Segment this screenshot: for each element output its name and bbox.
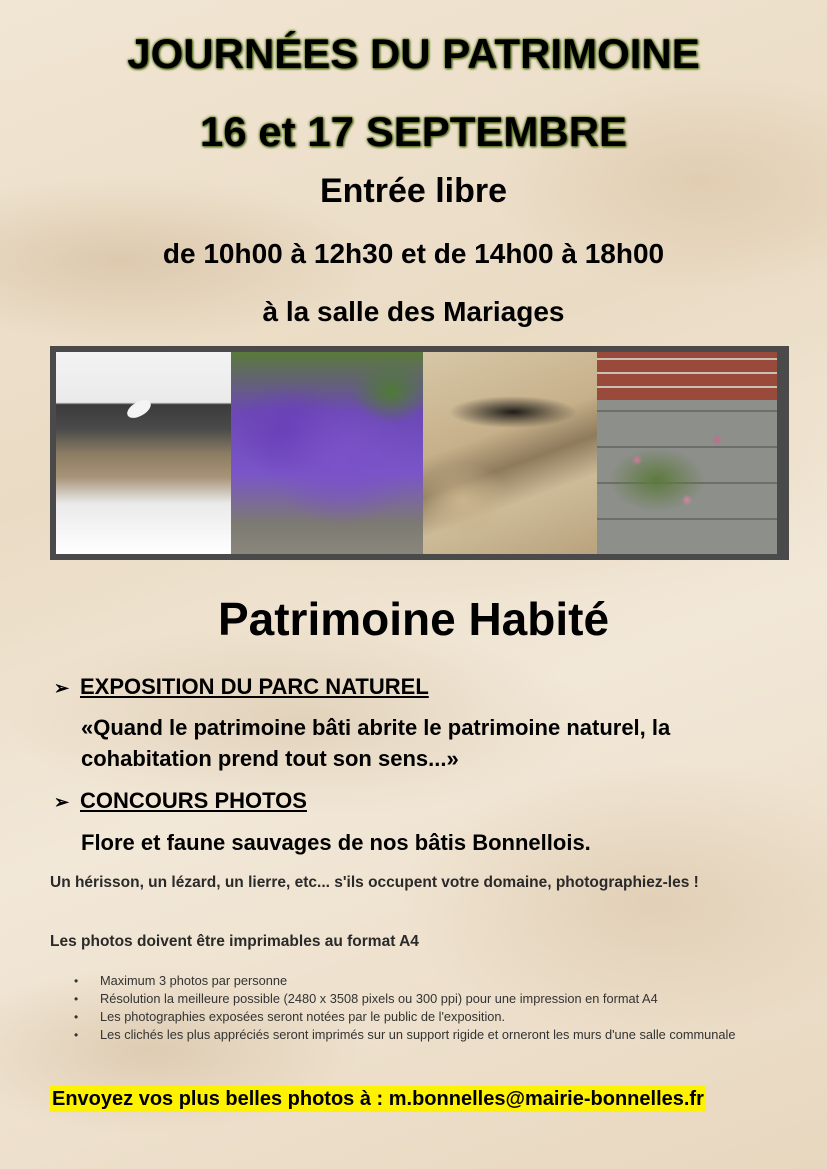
list-item: • Résolution la meilleure possible (2480 x 3508 pixels ou 300 ppi) pour une impression en format A4 bbox=[74, 990, 789, 1008]
list-item: • Maximum 3 photos par personne bbox=[74, 972, 789, 990]
entree-libre: Entrée libre bbox=[319, 172, 508, 210]
photo-strip bbox=[50, 346, 789, 560]
photo-lizard-on-stone bbox=[423, 352, 597, 554]
contact-email-line: Envoyez vos plus belles photos à : m.bonnelles@mairie-bonnelles.fr bbox=[52, 1088, 704, 1110]
title-line-1: JOURNÉES DU PATRIMOINE bbox=[127, 30, 700, 77]
concours-subtitle: Flore et faune sauvages de nos bâtis Bonnellois. bbox=[81, 830, 591, 855]
photo-swallow-nests bbox=[56, 352, 231, 554]
exposition-title: EXPOSITION DU PARC NATUREL bbox=[80, 674, 429, 699]
arrow-bullet-icon: ➢ bbox=[54, 678, 70, 698]
format-paragraph: Les photos doivent être imprimables au format A4 bbox=[50, 933, 419, 950]
photo-purple-flowers bbox=[231, 352, 423, 554]
arrow-bullet-icon: ➢ bbox=[54, 792, 70, 812]
venue: à la salle des Mariages bbox=[262, 296, 565, 327]
section-heading: Patrimoine Habité bbox=[217, 593, 610, 645]
list-item: • Les photographies exposées seront notées par le public de l'exposition. bbox=[74, 1008, 789, 1026]
rules-list bbox=[74, 972, 789, 1044]
concours-title: CONCOURS PHOTOS bbox=[80, 788, 307, 813]
intro-paragraph: Un hérisson, un lézard, un lierre, etc... s'ils occupent votre domaine, photographiez-les ! bbox=[50, 874, 699, 891]
photo-flowers-on-wall bbox=[597, 352, 777, 554]
list-item: • Les clichés les plus appréciés seront imprimés sur un support rigide et orneront les murs d'une salle communale bbox=[74, 1026, 789, 1044]
bullet-concours bbox=[54, 788, 307, 814]
exposition-quote: «Quand le patrimoine bâti abrite le patrimoine naturel, la cohabitation prend tout son sens...» bbox=[81, 715, 671, 771]
opening-hours: de 10h00 à 12h30 et de 14h00 à 18h00 bbox=[162, 238, 665, 269]
stone-wall bbox=[597, 400, 777, 554]
title-line-2: 16 et 17 SEPTEMBRE bbox=[199, 108, 628, 155]
bullet-exposition bbox=[54, 674, 429, 700]
